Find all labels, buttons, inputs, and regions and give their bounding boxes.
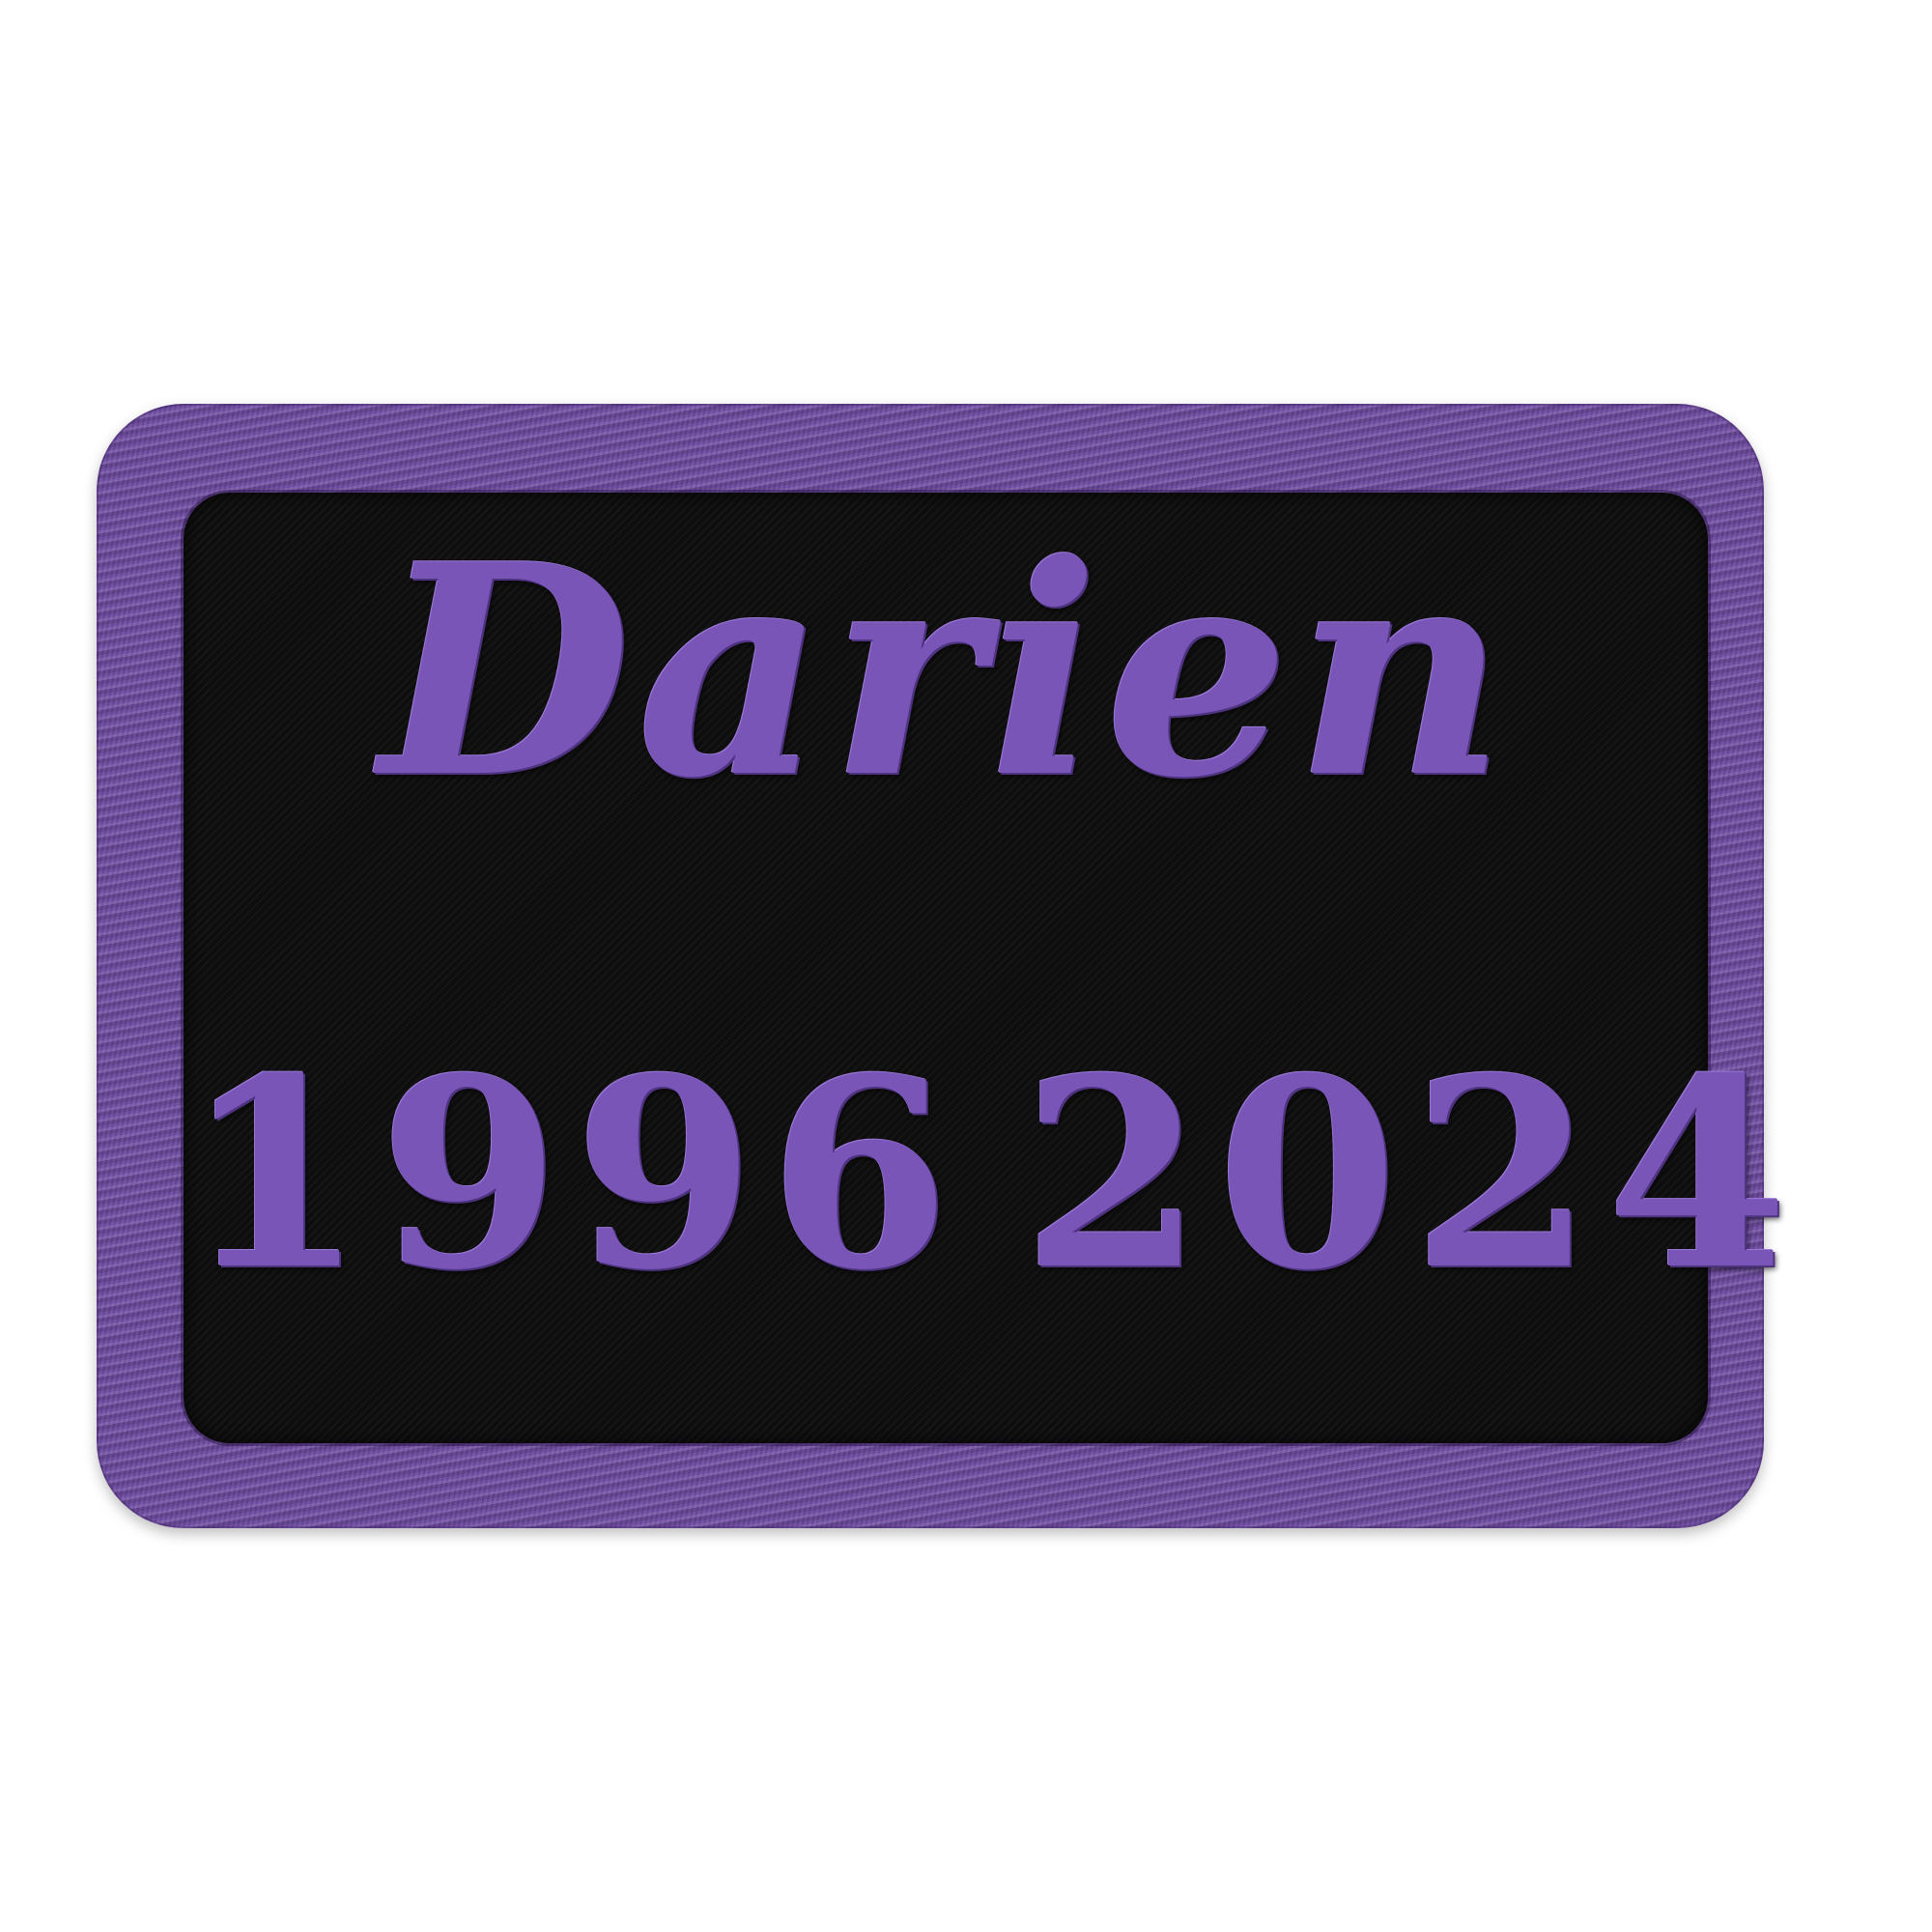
patch-year-end: 2024 [1021, 1020, 1802, 1327]
patch-years [184, 1020, 1802, 1327]
patch-year-start: 1996 [184, 1020, 964, 1327]
patch-name-text: Darien [380, 500, 1512, 841]
